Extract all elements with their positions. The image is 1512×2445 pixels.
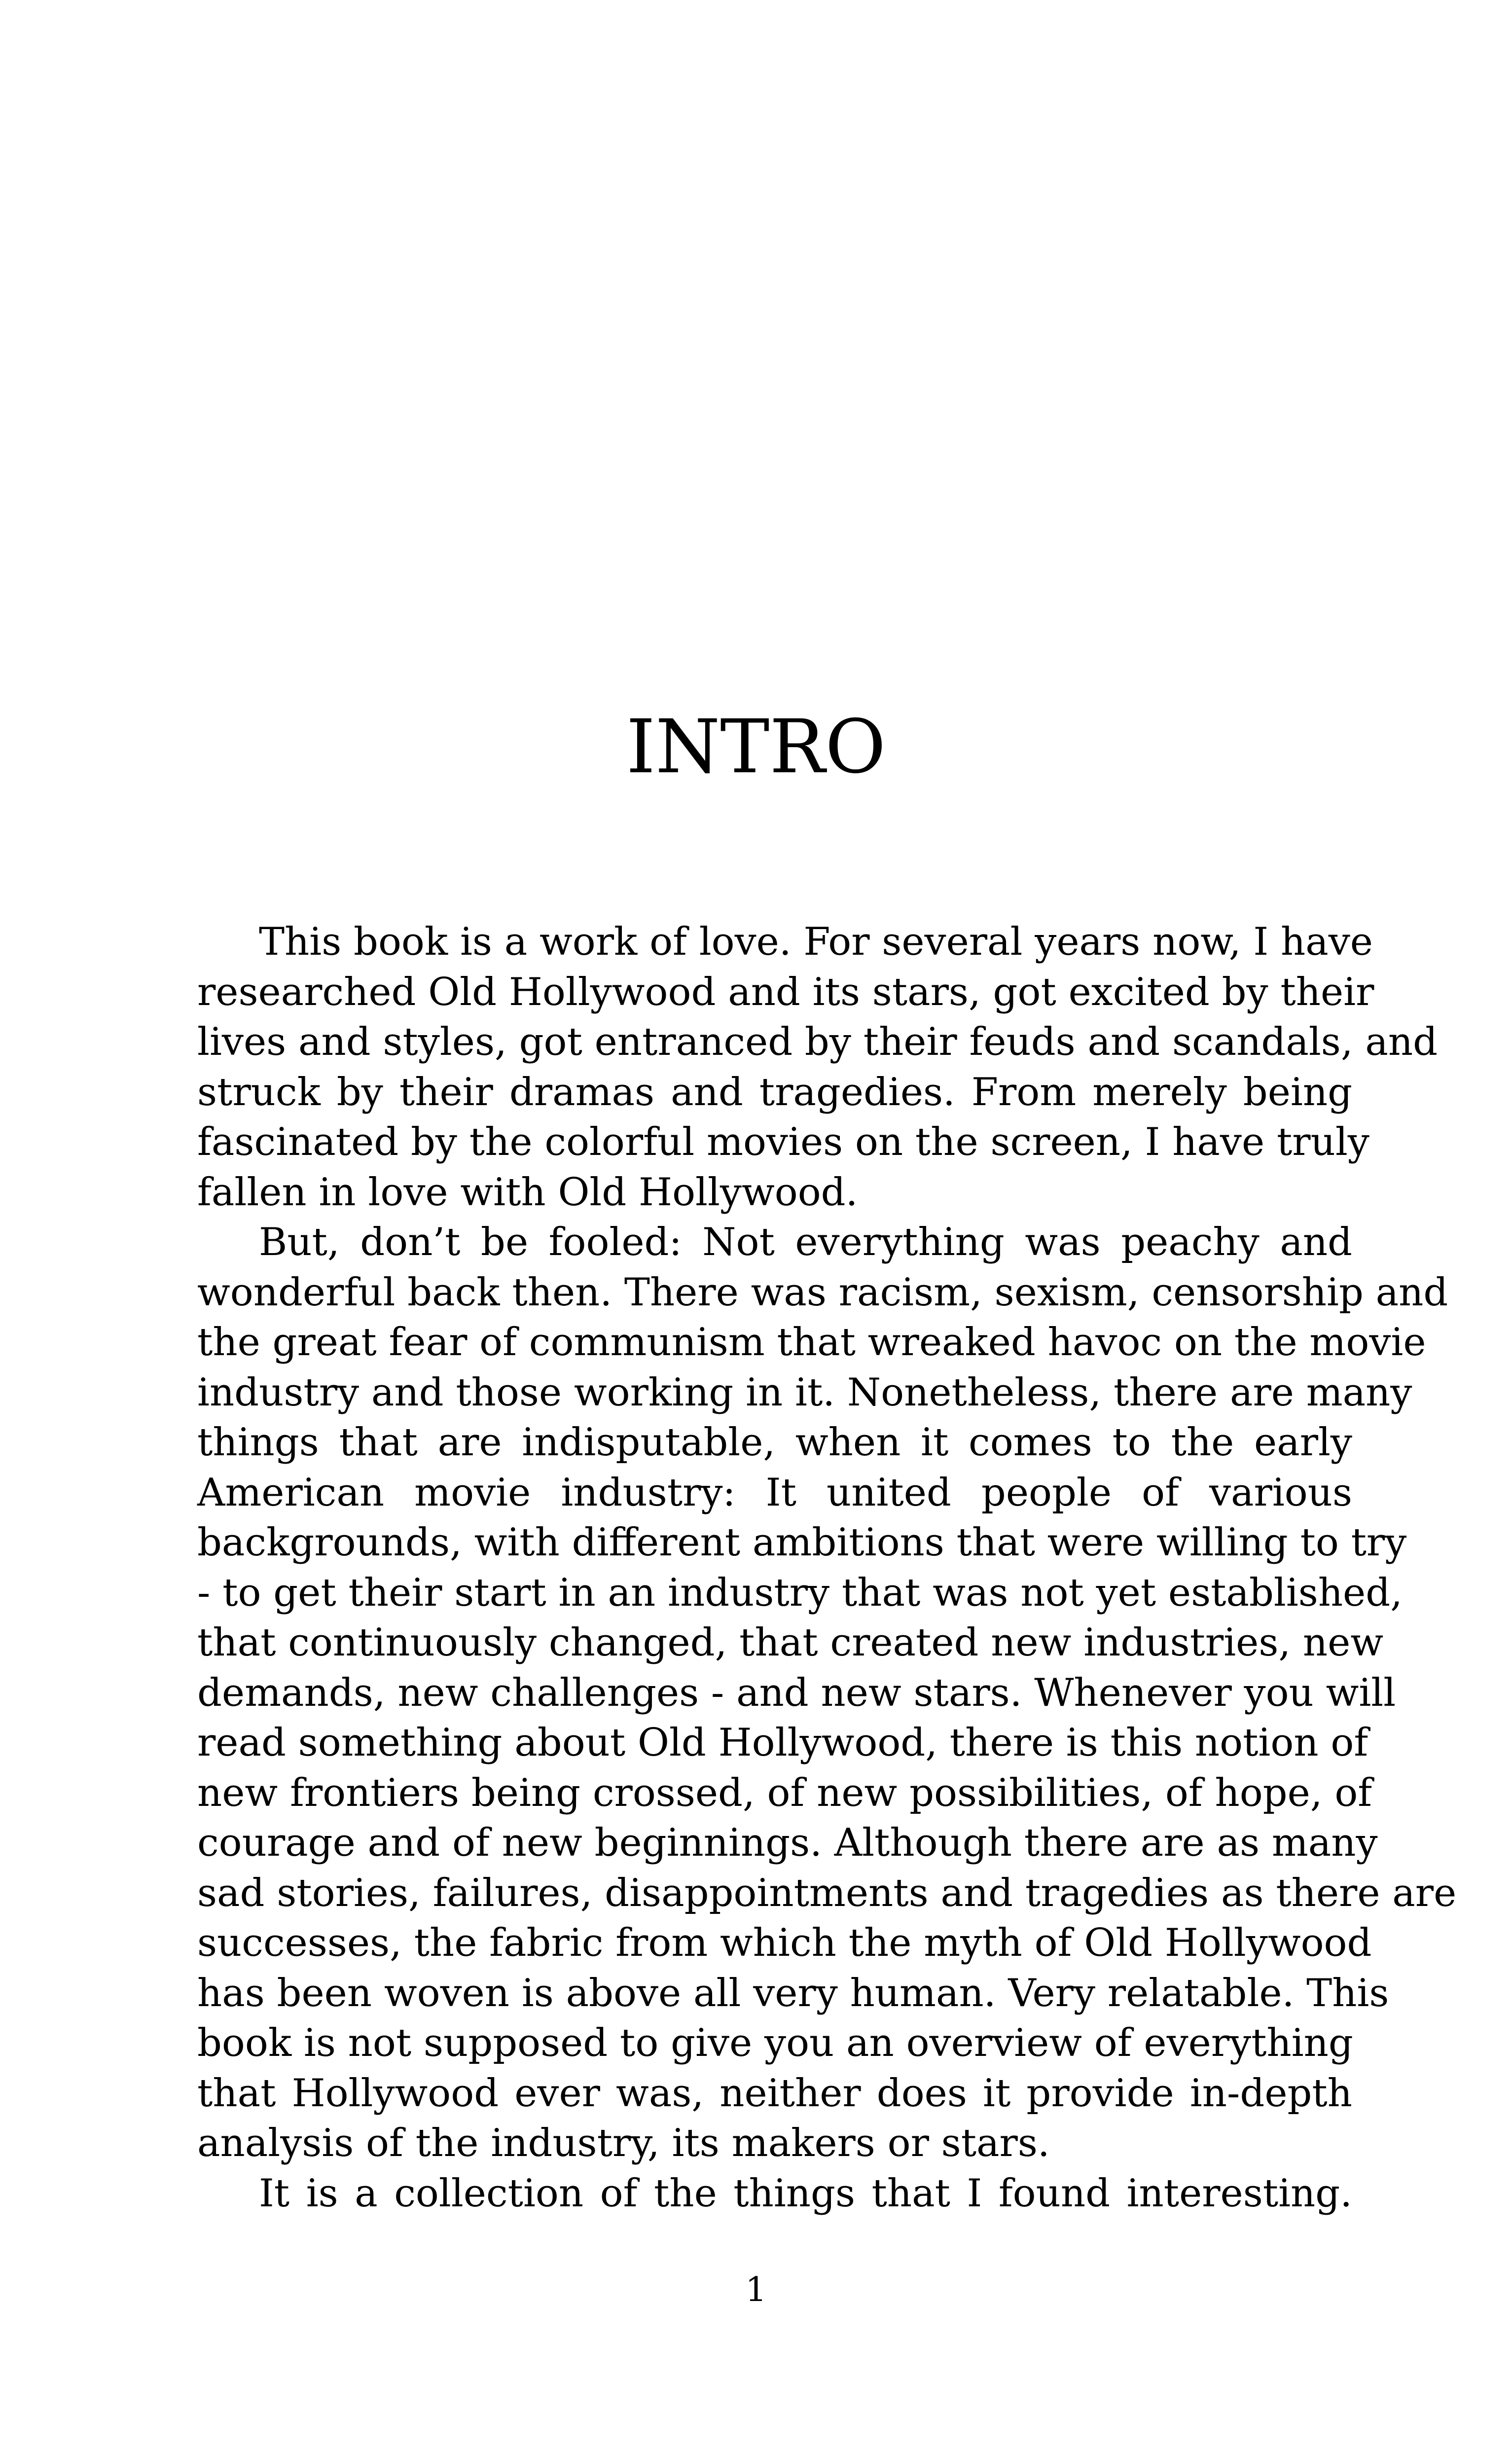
text-line: industry and those working in it. Nonetheless, there are many bbox=[197, 1370, 1412, 1415]
text-line: It is a collection of the things that I found interesting. bbox=[259, 2171, 1352, 2216]
text-line: American movie industry: It united people of various bbox=[197, 1470, 1352, 1515]
text-line: This book is a work of love. For several years now, I have bbox=[259, 920, 1373, 964]
text-line: things that are indisputable, when it comes to the early bbox=[197, 1420, 1352, 1465]
chapter-title: INTRO bbox=[626, 704, 886, 790]
text-line: courage and of new beginnings. Although there are as many bbox=[197, 1821, 1378, 1865]
text-line: backgrounds, with different ambitions that were willing to try bbox=[197, 1520, 1407, 1565]
text-line: has been woven is above all very human. Very relatable. This bbox=[197, 1971, 1389, 2015]
text-line: that Hollywood ever was, neither does it provide in-depth bbox=[197, 2071, 1352, 2116]
text-line: read something about Old Hollywood, there is this notion of bbox=[197, 1721, 1368, 1765]
body-text bbox=[197, 917, 1457, 2219]
text-line: successes, the fabric from which the myth of Old Hollywood bbox=[197, 1921, 1372, 1965]
text-line: wonderful back then. There was racism, sexism, censorship and bbox=[197, 1270, 1448, 1315]
text-line: that continuously changed, that created new industries, new bbox=[197, 1620, 1384, 1665]
text-line: the great fear of communism that wreaked havoc on the movie bbox=[197, 1320, 1426, 1365]
text-line: analysis of the industry, its makers or stars. bbox=[197, 2121, 1050, 2165]
text-line: new frontiers being crossed, of new possibilities, of hope, of bbox=[197, 1770, 1372, 1815]
text-line: demands, new challenges - and new stars. Whenever you will bbox=[197, 1670, 1396, 1715]
text-line: fallen in love with Old Hollywood. bbox=[197, 1170, 858, 1215]
text-line: sad stories, failures, disappointments and tragedies as there are bbox=[197, 1870, 1457, 1915]
text-line: researched Old Hollywood and its stars, got excited by their bbox=[197, 970, 1374, 1014]
text-line: But, don’t be fooled: Not everything was peachy and bbox=[259, 1220, 1352, 1264]
text-line: - to get their start in an industry that was not yet established, bbox=[197, 1570, 1403, 1615]
text-line: struck by their dramas and tragedies. From merely being bbox=[197, 1070, 1352, 1115]
page-number: 1 bbox=[745, 2270, 767, 2309]
text-line: fascinated by the colorful movies on the screen, I have truly bbox=[197, 1120, 1369, 1164]
text-line: book is not supposed to give you an overview of everything bbox=[197, 2021, 1353, 2065]
text-line: lives and styles, got entranced by their feuds and scandals, and bbox=[197, 1020, 1438, 1064]
